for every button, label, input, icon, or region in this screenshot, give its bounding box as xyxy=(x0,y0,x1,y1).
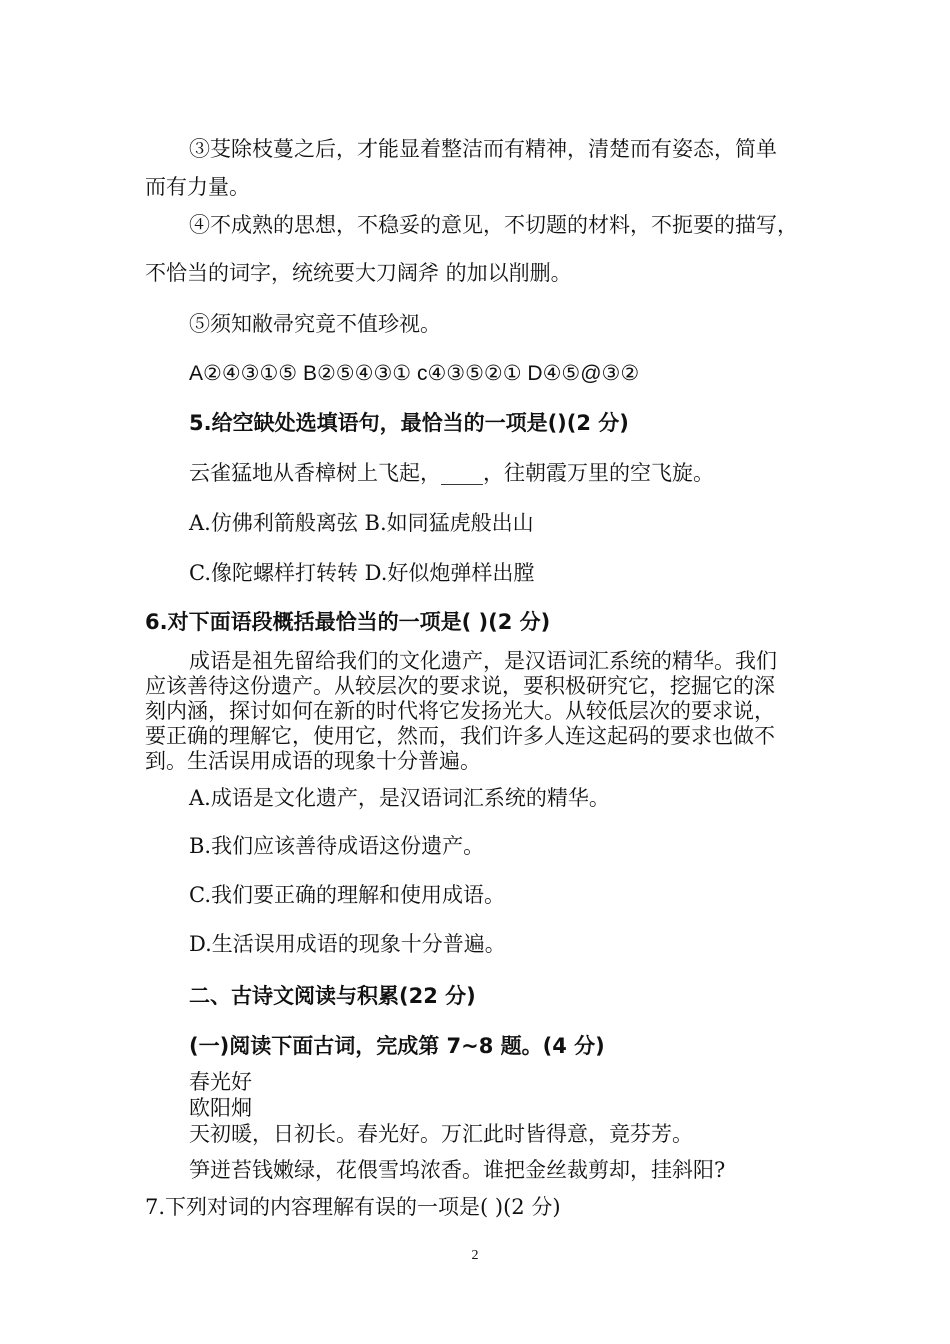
question-6-option-d: D.生活误用成语的现象十分普遍。 xyxy=(189,932,506,956)
item-3-line-2: 而有力量。 xyxy=(145,175,250,199)
question-5-title: 5.给空缺处选填语句，最恰当的一项是()(2 分) xyxy=(189,411,629,435)
question-6-option-a: A.成语是文化遗产，是汉语词汇系统的精华。 xyxy=(189,786,610,810)
question-4-options: A②④③①⑤ B②⑤④③① c④③⑤②① D④⑤@③② xyxy=(189,362,640,385)
question-7-title: 7.下列对词的内容理解有误的一项是( )(2 分) xyxy=(145,1195,561,1219)
question-6-option-c: C.我们要正确的理解和使用成语。 xyxy=(189,883,505,907)
subsection-1-title: (一)阅读下面古词，完成第 7~8 题。(4 分) xyxy=(189,1034,605,1058)
page-number: 2 xyxy=(471,1248,479,1263)
question-6-paragraph-line: 成语是祖先留给我们的文化遗产，是汉语词汇系统的精华。我们 xyxy=(189,649,777,673)
poem-author: 欧阳炯 xyxy=(189,1096,252,1120)
item-4-line-2: 不恰当的词字，统统要大刀阔斧 的加以削删。 xyxy=(145,261,572,285)
item-4-line-1: ④不成熟的思想，不稳妥的意见，不切题的材料，不扼要的描写， xyxy=(189,213,798,237)
question-6-paragraph-line: 刻内涵，探讨如何在新的时代将它发扬光大。从较低层次的要求说， xyxy=(145,699,775,723)
question-5-sentence: 云雀猛地从香樟树上飞起，____，往朝霞万里的空飞旋。 xyxy=(189,461,714,485)
question-6-paragraph-line: 到。生活误用成语的现象十分普遍。 xyxy=(145,749,481,773)
item-3-line-1: ③芟除枝蔓之后，才能显着整洁而有精神，清楚而有姿态，简单 xyxy=(189,137,777,161)
poem-line-1: 天初暖，日初长。春光好。万汇此时皆得意，竟芬芳。 xyxy=(189,1122,693,1146)
question-6-option-b: B.我们应该善待成语这份遗产。 xyxy=(189,834,485,858)
poem-line-2: 笋迸苔钱嫩绿，花偎雪坞浓香。谁把金丝裁剪却，挂斜阳? xyxy=(189,1158,726,1182)
question-6-paragraph-line: 应该善待这份遗产。从较层次的要求说，要积极研究它，挖掘它的深 xyxy=(145,674,775,698)
question-6-title: 6.对下面语段概括最恰当的一项是( )(2 分) xyxy=(145,610,551,634)
question-5-options-cd: C.像陀螺样打转转 D.好似炮弹样出膛 xyxy=(189,561,535,585)
item-5: ⑤须知敝帚究竟不值珍视。 xyxy=(189,312,441,336)
question-5-options-ab: A.仿佛利箭般离弦 B.如同猛虎般出山 xyxy=(189,511,534,535)
poem-title: 春光好 xyxy=(189,1070,252,1094)
section-2-title: 二、古诗文阅读与积累(22 分) xyxy=(189,984,476,1008)
question-6-paragraph-line: 要正确的理解它，使用它，然而，我们许多人连这起码的要求也做不 xyxy=(145,724,775,748)
